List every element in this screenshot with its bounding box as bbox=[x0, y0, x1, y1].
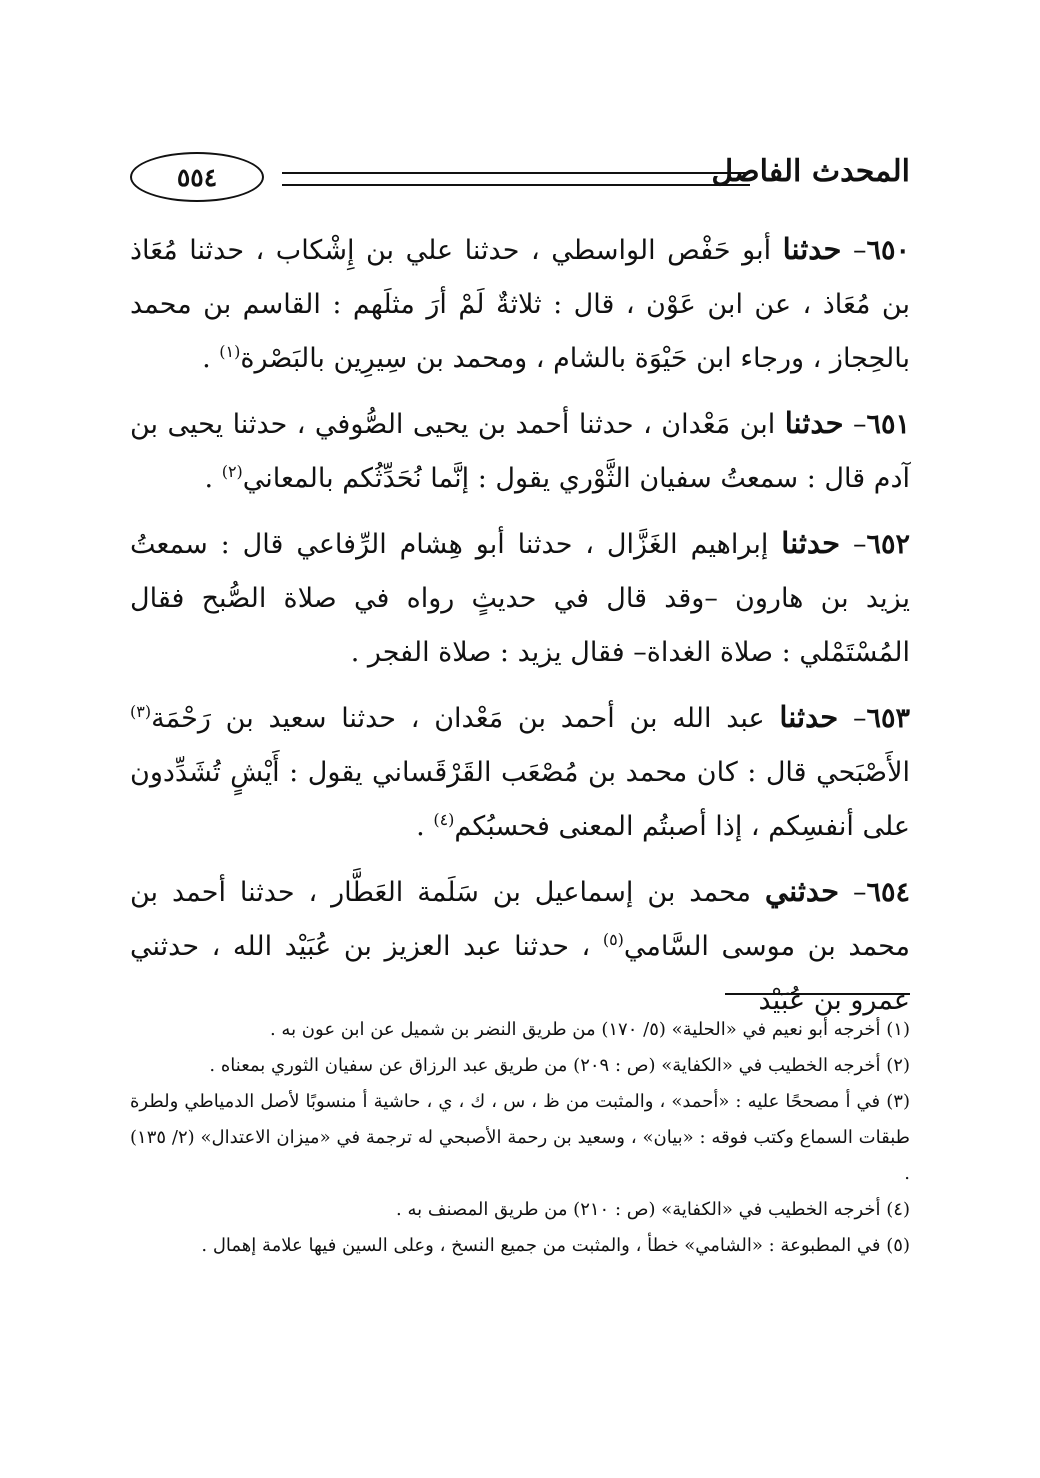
page-number-oval bbox=[130, 152, 264, 202]
footnotes bbox=[130, 1012, 910, 1264]
page-number: ٥٥٤ bbox=[176, 162, 218, 192]
main-text bbox=[130, 222, 910, 1038]
footnote-ref: (٢) bbox=[221, 462, 243, 481]
footnote-ref: (٤) bbox=[433, 810, 455, 829]
hadith-650: ٦٥٠– حدثنا أبو حَفْص الواسطي ، حدثنا علي بن إِشْكاب ، حدثنا مُعَاذ بن مُعَاذ ، عن ابن عَوْن ، قال : ثلاثةٌ لَمْ أرَ مثلَهم : القاسم بن محمد بالحِجاز ، ورجاء ابن حَيْوَة بالشام ، ومحمد بن سِيرِين بالبَصْرة$^{(١)}$ . bbox=[130, 232, 910, 374]
header-double-rule bbox=[282, 172, 750, 186]
footnote-separator bbox=[725, 993, 910, 995]
footnote-ref: (٥) bbox=[602, 930, 624, 949]
hadith-651: ٦٥١– حدثنا ابن مَعْدان ، حدثنا أحمد بن يحيى الصُّوفي ، حدثنا يحيى بن آدم قال : سمعتُ سفيان الثَّوْري يقول : إنَّما نُحَدِّثُكم بالمعاني$^{(٢)}$ . bbox=[130, 406, 910, 494]
footnote-ref: (١) bbox=[219, 342, 241, 361]
footnote-1: (١) أخرجه أبو نعيم في «الحلية» (٥/ ١٧٠) من طريق النضر بن شميل عن ابن عون به . bbox=[269, 1019, 910, 1040]
hadith-654: ٦٥٤– حدثني محمد بن إسماعيل بن سَلَمة العَطَّار ، حدثنا أحمد بن محمد بن موسى السَّامي$^{(٥)}$ ، حدثنا عبد العزيز بن عُبَيْد الله ، حدثني عمرو بن عُبَيْد bbox=[130, 874, 910, 1016]
footnote-4: (٤) أخرجه الخطيب في «الكفاية» (ص : ٢١٠) من طريق المصنف به . bbox=[396, 1199, 910, 1220]
page-header bbox=[130, 150, 910, 206]
footnote-2: (٢) أخرجه الخطيب في «الكفاية» (ص : ٢٠٩) من طريق عبد الرزاق عن سفيان الثوري بمعناه . bbox=[209, 1055, 910, 1076]
hadith-653: ٦٥٣– حدثنا عبد الله بن أحمد بن مَعْدان ، حدثنا سعيد بن رَحْمَة$^{(٣)}$ الأَصْبَحي قال : كان محمد بن مُصْعَب القَرْقَساني يقول : أَيْشٍ تُشَدِّدون على أنفسِكم ، إذا أصبتُم المعنى فحسبُكم$^{(٤)}$ . bbox=[130, 700, 910, 842]
footnote-3: (٣) في أ مصححًا عليه : «أحمد» ، والمثبت من ظ ، س ، ك ، ي ، حاشية أ منسوبًا لأصل الدمياطي ولطرة طبقات السماع وكتب فوقه : «بيان» ، وسعيد بن رحمة الأصبحي له ترجمة في «ميزان الاعتدال» (٢/ ١٣٥) . bbox=[130, 1091, 910, 1184]
book-title: المحدث الفاصل bbox=[711, 154, 910, 189]
footnote-5: (٥) في المطبوعة : «الشامي» خطأ ، والمثبت من جميع النسخ ، وعلى السين فيها علامة إهمال . bbox=[201, 1235, 910, 1256]
hadith-652: ٦٥٢– حدثنا إبراهيم الغَزَّال ، حدثنا أبو هِشام الرِّفاعي قال : سمعتُ يزيد بن هارون –وقد قال في حديثٍ رواه في صلاة الصُّبح فقال المُسْتَمْلي : صلاة الغداة– فقال يزيد : صلاة الفجر . bbox=[130, 526, 910, 668]
footnote-ref: (٣) bbox=[130, 702, 152, 721]
